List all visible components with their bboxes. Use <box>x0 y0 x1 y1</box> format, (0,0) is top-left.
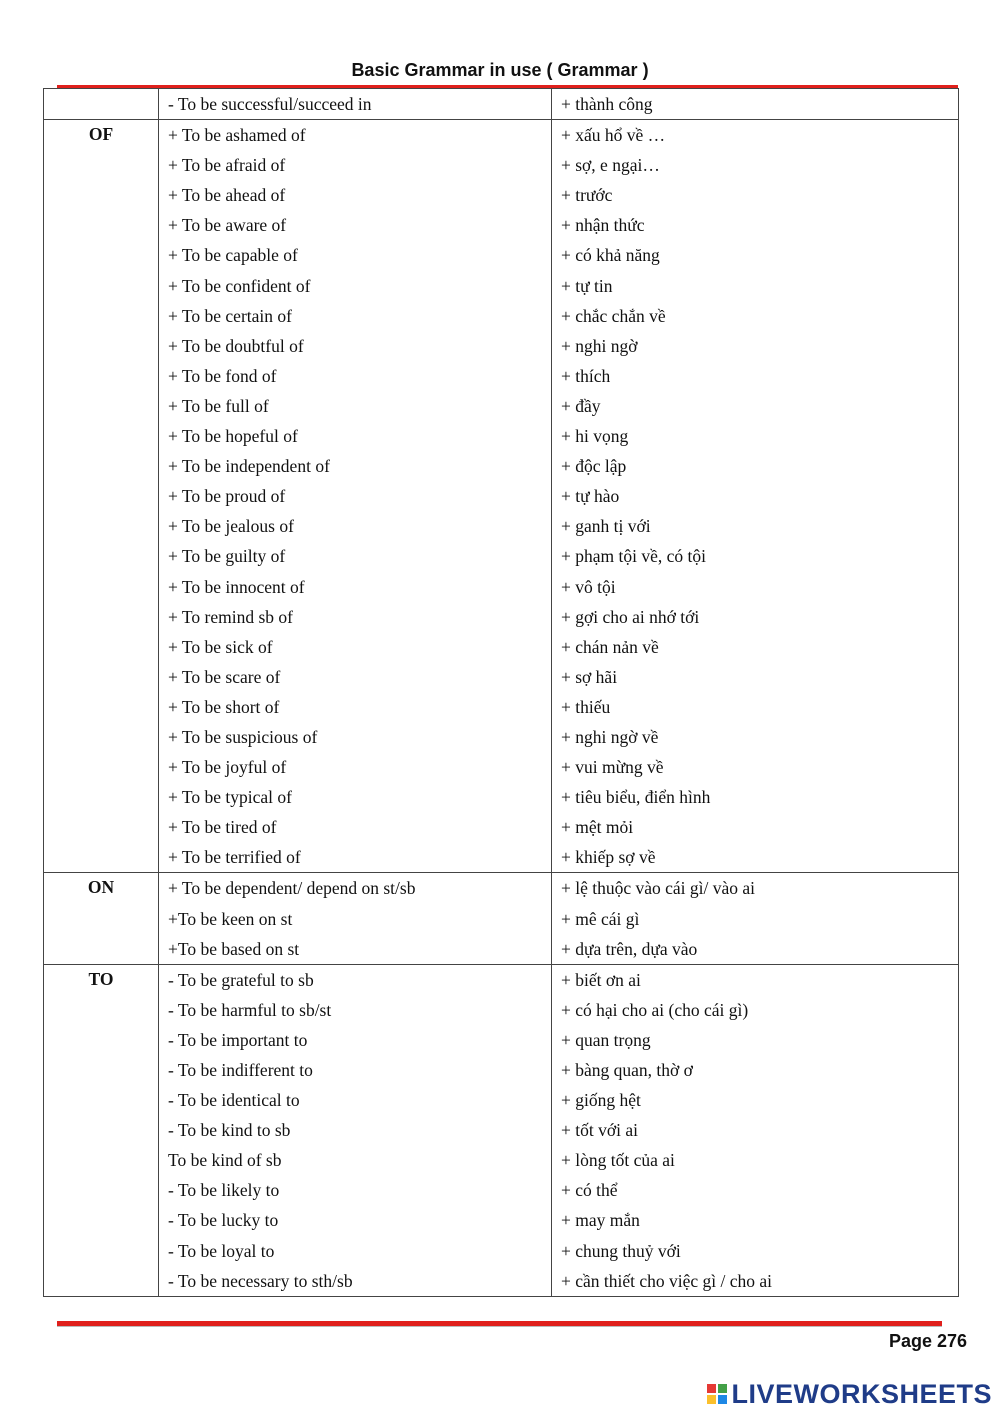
meaning-line: + thích <box>561 365 611 386</box>
preposition-cell <box>44 89 159 120</box>
meaning-line: + thành công <box>561 94 653 114</box>
footer-rule <box>57 1321 942 1327</box>
phrase-line: + To be joyful of <box>168 757 287 778</box>
meaning-line: + lệ thuộc vào cái gì/ vào ai <box>561 878 756 899</box>
phrase-line: + To be sick of <box>168 636 273 657</box>
phrase-cell <box>159 964 552 1296</box>
preposition-cell: ON <box>44 873 159 964</box>
phrase-line: + To be tired of <box>168 817 277 838</box>
phrase-line: + To be proud of <box>168 486 286 507</box>
phrase-line: - To be identical to <box>168 1090 300 1111</box>
meaning-cell <box>552 120 959 873</box>
phrase-line: + To be terrified of <box>168 847 301 868</box>
phrase-line: + To be afraid of <box>168 155 286 176</box>
meaning-line: + quan trọng <box>561 1029 651 1050</box>
meaning-line: + tự tin <box>561 275 613 296</box>
phrase-line: + To be scare of <box>168 666 281 687</box>
table-row <box>44 89 959 120</box>
phrase-line: + To be certain of <box>168 305 292 326</box>
phrase-line: + To be capable of <box>168 245 298 266</box>
phrase-cell <box>159 89 552 120</box>
logo-square <box>718 1384 727 1393</box>
meaning-line: + tốt với ai <box>561 1120 638 1141</box>
phrase-line: - To be lucky to <box>168 1210 279 1231</box>
meaning-line: + tự hào <box>561 486 620 507</box>
preposition-cell: OF <box>44 120 159 873</box>
phrase-line: + To be aware of <box>168 215 287 236</box>
phrase-line: - To be necessary to sth/sb <box>168 1270 353 1291</box>
meaning-line: + khiếp sợ về <box>561 847 656 868</box>
phrase-line: - To be indifferent to <box>168 1060 313 1080</box>
phrase-line: - To be successful/succeed in <box>168 94 372 114</box>
phrase-line: + To be full of <box>168 395 269 416</box>
meaning-line: + nghi ngờ về <box>561 726 659 747</box>
table-row <box>44 873 959 964</box>
table-row <box>44 964 959 1296</box>
grammar-table <box>43 88 959 1297</box>
phrase-line: - To be likely to <box>168 1180 280 1201</box>
meaning-line: + sợ hãi <box>561 666 618 687</box>
phrase-line: + To be ashamed of <box>168 125 306 146</box>
meaning-line: + có khả năng <box>561 245 660 266</box>
logo-square <box>707 1384 716 1393</box>
phrase-line: + To be innocent of <box>168 576 305 597</box>
meaning-line: + chung thuỷ với <box>561 1240 681 1261</box>
meaning-line: + ganh tị với <box>561 516 651 537</box>
phrase-line: + To be typical of <box>168 787 292 808</box>
meaning-line: + hi vọng <box>561 426 629 447</box>
phrase-line: +To be keen on st <box>168 908 293 929</box>
logo-square <box>718 1395 727 1404</box>
phrase-cell <box>159 120 552 873</box>
meaning-line: + chán nản về <box>561 636 659 657</box>
meaning-line: + nhận thức <box>561 215 645 236</box>
page-number: Page 276 <box>888 1331 967 1351</box>
phrase-line: - To be loyal to <box>168 1240 275 1261</box>
meaning-line: + biết ơn ai <box>561 969 641 990</box>
phrase-line: - To be important to <box>168 1029 308 1050</box>
liveworksheets-logo-icon <box>707 1384 727 1404</box>
liveworksheets-brand[interactable] <box>707 1378 992 1410</box>
phrase-line: + To be guilty of <box>168 546 286 567</box>
meaning-line: + dựa trên, dựa vào <box>561 938 698 959</box>
phrase-line: + To be dependent/ depend on st/sb <box>168 878 416 899</box>
preposition-cell: TO <box>44 964 159 1296</box>
meaning-line: + có thể <box>561 1180 618 1201</box>
meaning-line: + xấu hổ về … <box>561 125 666 146</box>
meaning-line: + nghi ngờ <box>561 335 638 356</box>
meaning-line: + cần thiết cho việc gì / cho ai <box>561 1270 773 1291</box>
phrase-line: + To be suspicious of <box>168 726 318 747</box>
phrase-line: + To be doubtful of <box>168 335 304 356</box>
brand-name: LIVEWORKSHEETS <box>731 1378 992 1409</box>
meaning-line: + tiêu biểu, điển hình <box>561 787 711 808</box>
meaning-line: + phạm tội về, có tội <box>561 546 706 567</box>
logo-square <box>707 1395 716 1404</box>
phrase-line: + To be hopeful of <box>168 426 298 447</box>
phrase-line: + To be short of <box>168 696 280 717</box>
meaning-line: + độc lập <box>561 456 627 477</box>
meaning-line: + may mắn <box>561 1210 640 1231</box>
page-title: Basic Grammar in use ( Grammar ) <box>351 60 649 80</box>
table-row <box>44 120 959 873</box>
phrase-line: + To be fond of <box>168 365 277 386</box>
phrase-line: - To be grateful to sb <box>168 969 314 990</box>
meaning-line: + giống hệt <box>561 1090 641 1111</box>
meaning-line: + gợi cho ai nhớ tới <box>561 606 700 627</box>
phrase-line: - To be harmful to sb/st <box>168 999 332 1020</box>
phrase-line: + To remind sb of <box>168 606 293 627</box>
phrase-line: - To be kind to sb <box>168 1120 291 1141</box>
phrase-line: + To be independent of <box>168 456 330 477</box>
meaning-line: + trước <box>561 185 613 206</box>
meaning-line: + chắc chắn về <box>561 305 666 326</box>
meaning-cell <box>552 89 959 120</box>
meaning-line: + mê cái gì <box>561 908 640 929</box>
meaning-line: + bàng quan, thờ ơ <box>561 1060 693 1080</box>
meaning-line: + vô tội <box>561 576 616 597</box>
meaning-line: + vui mừng về <box>561 757 664 778</box>
meaning-cell <box>552 873 959 964</box>
meaning-line: + đầy <box>561 395 601 416</box>
meaning-line: + mệt mỏi <box>561 817 634 838</box>
phrase-line: + To be jealous of <box>168 516 294 537</box>
meaning-cell <box>552 964 959 1296</box>
phrase-line: To be kind of sb <box>168 1150 282 1171</box>
phrase-line: +To be based on st <box>168 938 300 959</box>
meaning-line: + sợ, e ngại… <box>561 155 660 176</box>
meaning-line: + lòng tốt của ai <box>561 1150 675 1171</box>
phrase-line: + To be ahead of <box>168 185 286 206</box>
phrase-cell <box>159 873 552 964</box>
meaning-line: + có hại cho ai (cho cái gì) <box>561 999 749 1020</box>
phrase-line: + To be confident of <box>168 275 311 296</box>
meaning-line: + thiếu <box>561 696 611 717</box>
